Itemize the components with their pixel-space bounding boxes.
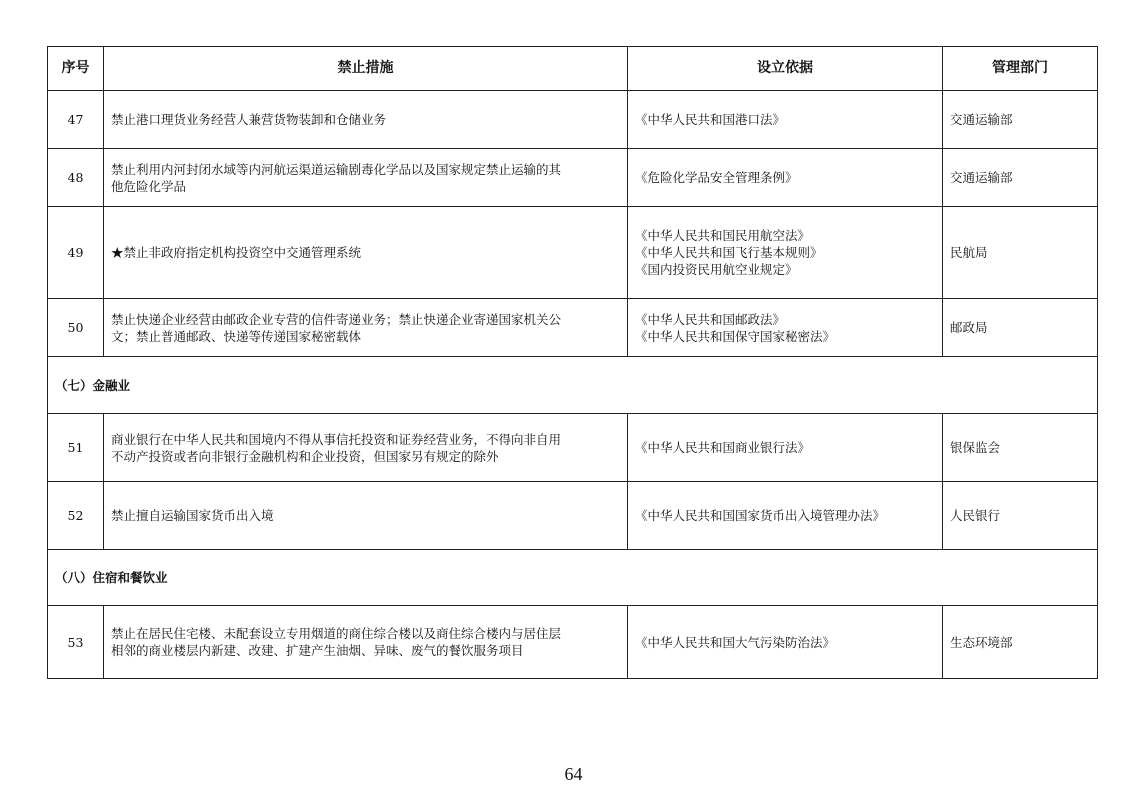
row-measure [104,414,628,482]
measure-line: 禁止快递企业经营由邮政企业专营的信件寄递业务；禁止快递企业寄递国家机关公 [111,311,562,327]
table-header-row [48,47,1098,91]
row-measure [104,91,628,149]
section-row [48,550,1098,606]
row-number: 48 [48,149,104,207]
row-basis [628,91,943,149]
row-department: 交通运输部 [943,149,1098,207]
row-number: 52 [48,482,104,550]
basis-line: 《中华人民共和国商业银行法》 [635,440,811,455]
measure-line: 禁止港口理货业务经营人兼营货物装卸和仓储业务 [111,112,387,127]
prohibition-table [47,46,1098,679]
row-basis [628,482,943,550]
row-basis [628,606,943,679]
basis-line: 《中华人民共和国港口法》 [635,112,786,127]
measure-line: ★禁止非政府指定机构投资空中交通管理系统 [111,245,362,260]
row-measure [104,606,628,679]
basis-line: 《中华人民共和国民用航空法》 [635,228,811,243]
table-row [48,606,1098,679]
header-prohibition-measure: 禁止措施 [104,47,628,91]
measure-line: 禁止在居民住宅楼、未配套设立专用烟道的商住综合楼以及商住综合楼内与居住层 [111,626,562,641]
header-legal-basis: 设立依据 [628,47,943,91]
measure-line: 禁止利用内河封闭水域等内河航运渠道运输剧毒化学品以及国家规定禁止运输的其 [111,161,562,177]
row-measure [104,299,628,357]
basis-line: 《中华人民共和国保守国家秘密法》 [635,328,836,344]
table-row [48,482,1098,550]
basis-line: 《中华人民共和国邮政法》 [635,311,786,327]
table-row [48,299,1098,357]
row-measure [104,482,628,550]
row-number: 51 [48,414,104,482]
row-number: 50 [48,299,104,357]
row-number: 49 [48,207,104,299]
basis-line: 《国内投资民用航空业规定》 [635,262,798,277]
row-number: 47 [48,91,104,149]
section-row [48,357,1098,414]
row-basis [628,149,943,207]
row-basis [628,299,943,357]
basis-line: 《中华人民共和国飞行基本规则》 [635,245,823,260]
table-row [48,207,1098,299]
header-managing-department: 管理部门 [943,47,1098,91]
row-measure [104,149,628,207]
row-department: 邮政局 [943,299,1098,357]
row-basis [628,207,943,299]
row-department: 民航局 [943,207,1098,299]
row-basis [628,414,943,482]
measure-line: 文；禁止普通邮政、快递等传递国家秘密载体 [111,328,362,344]
measure-line: 他危险化学品 [111,178,187,194]
row-department: 生态环境部 [943,606,1098,679]
table-row [48,414,1098,482]
measure-line: 不动产投资或者向非银行金融机构和企业投资，但国家另有规定的除外 [111,448,499,464]
measure-line: 相邻的商业楼层内新建、改建、扩建产生油烟、异味、废气的餐饮服务项目 [111,643,524,658]
basis-line: 《中华人民共和国大气污染防治法》 [635,634,836,650]
page-number: 64 [564,764,583,784]
basis-line: 《危险化学品安全管理条例》 [635,170,798,185]
row-department: 交通运输部 [943,91,1098,149]
table-row [48,149,1098,207]
row-number: 53 [48,606,104,679]
row-measure [104,207,628,299]
row-department: 人民银行 [943,482,1098,550]
measure-line: 商业银行在中华人民共和国境内不得从事信托投资和证券经营业务，不得向非自用 [111,431,562,447]
section-title: （七）金融业 [48,357,1098,414]
basis-line: 《中华人民共和国国家货币出入境管理办法》 [635,508,886,523]
row-department: 银保监会 [943,414,1098,482]
section-title: （八）住宿和餐饮业 [48,550,1098,606]
measure-line: 禁止擅自运输国家货币出入境 [111,508,274,523]
table-row [48,91,1098,149]
header-serial-number: 序号 [48,47,104,91]
